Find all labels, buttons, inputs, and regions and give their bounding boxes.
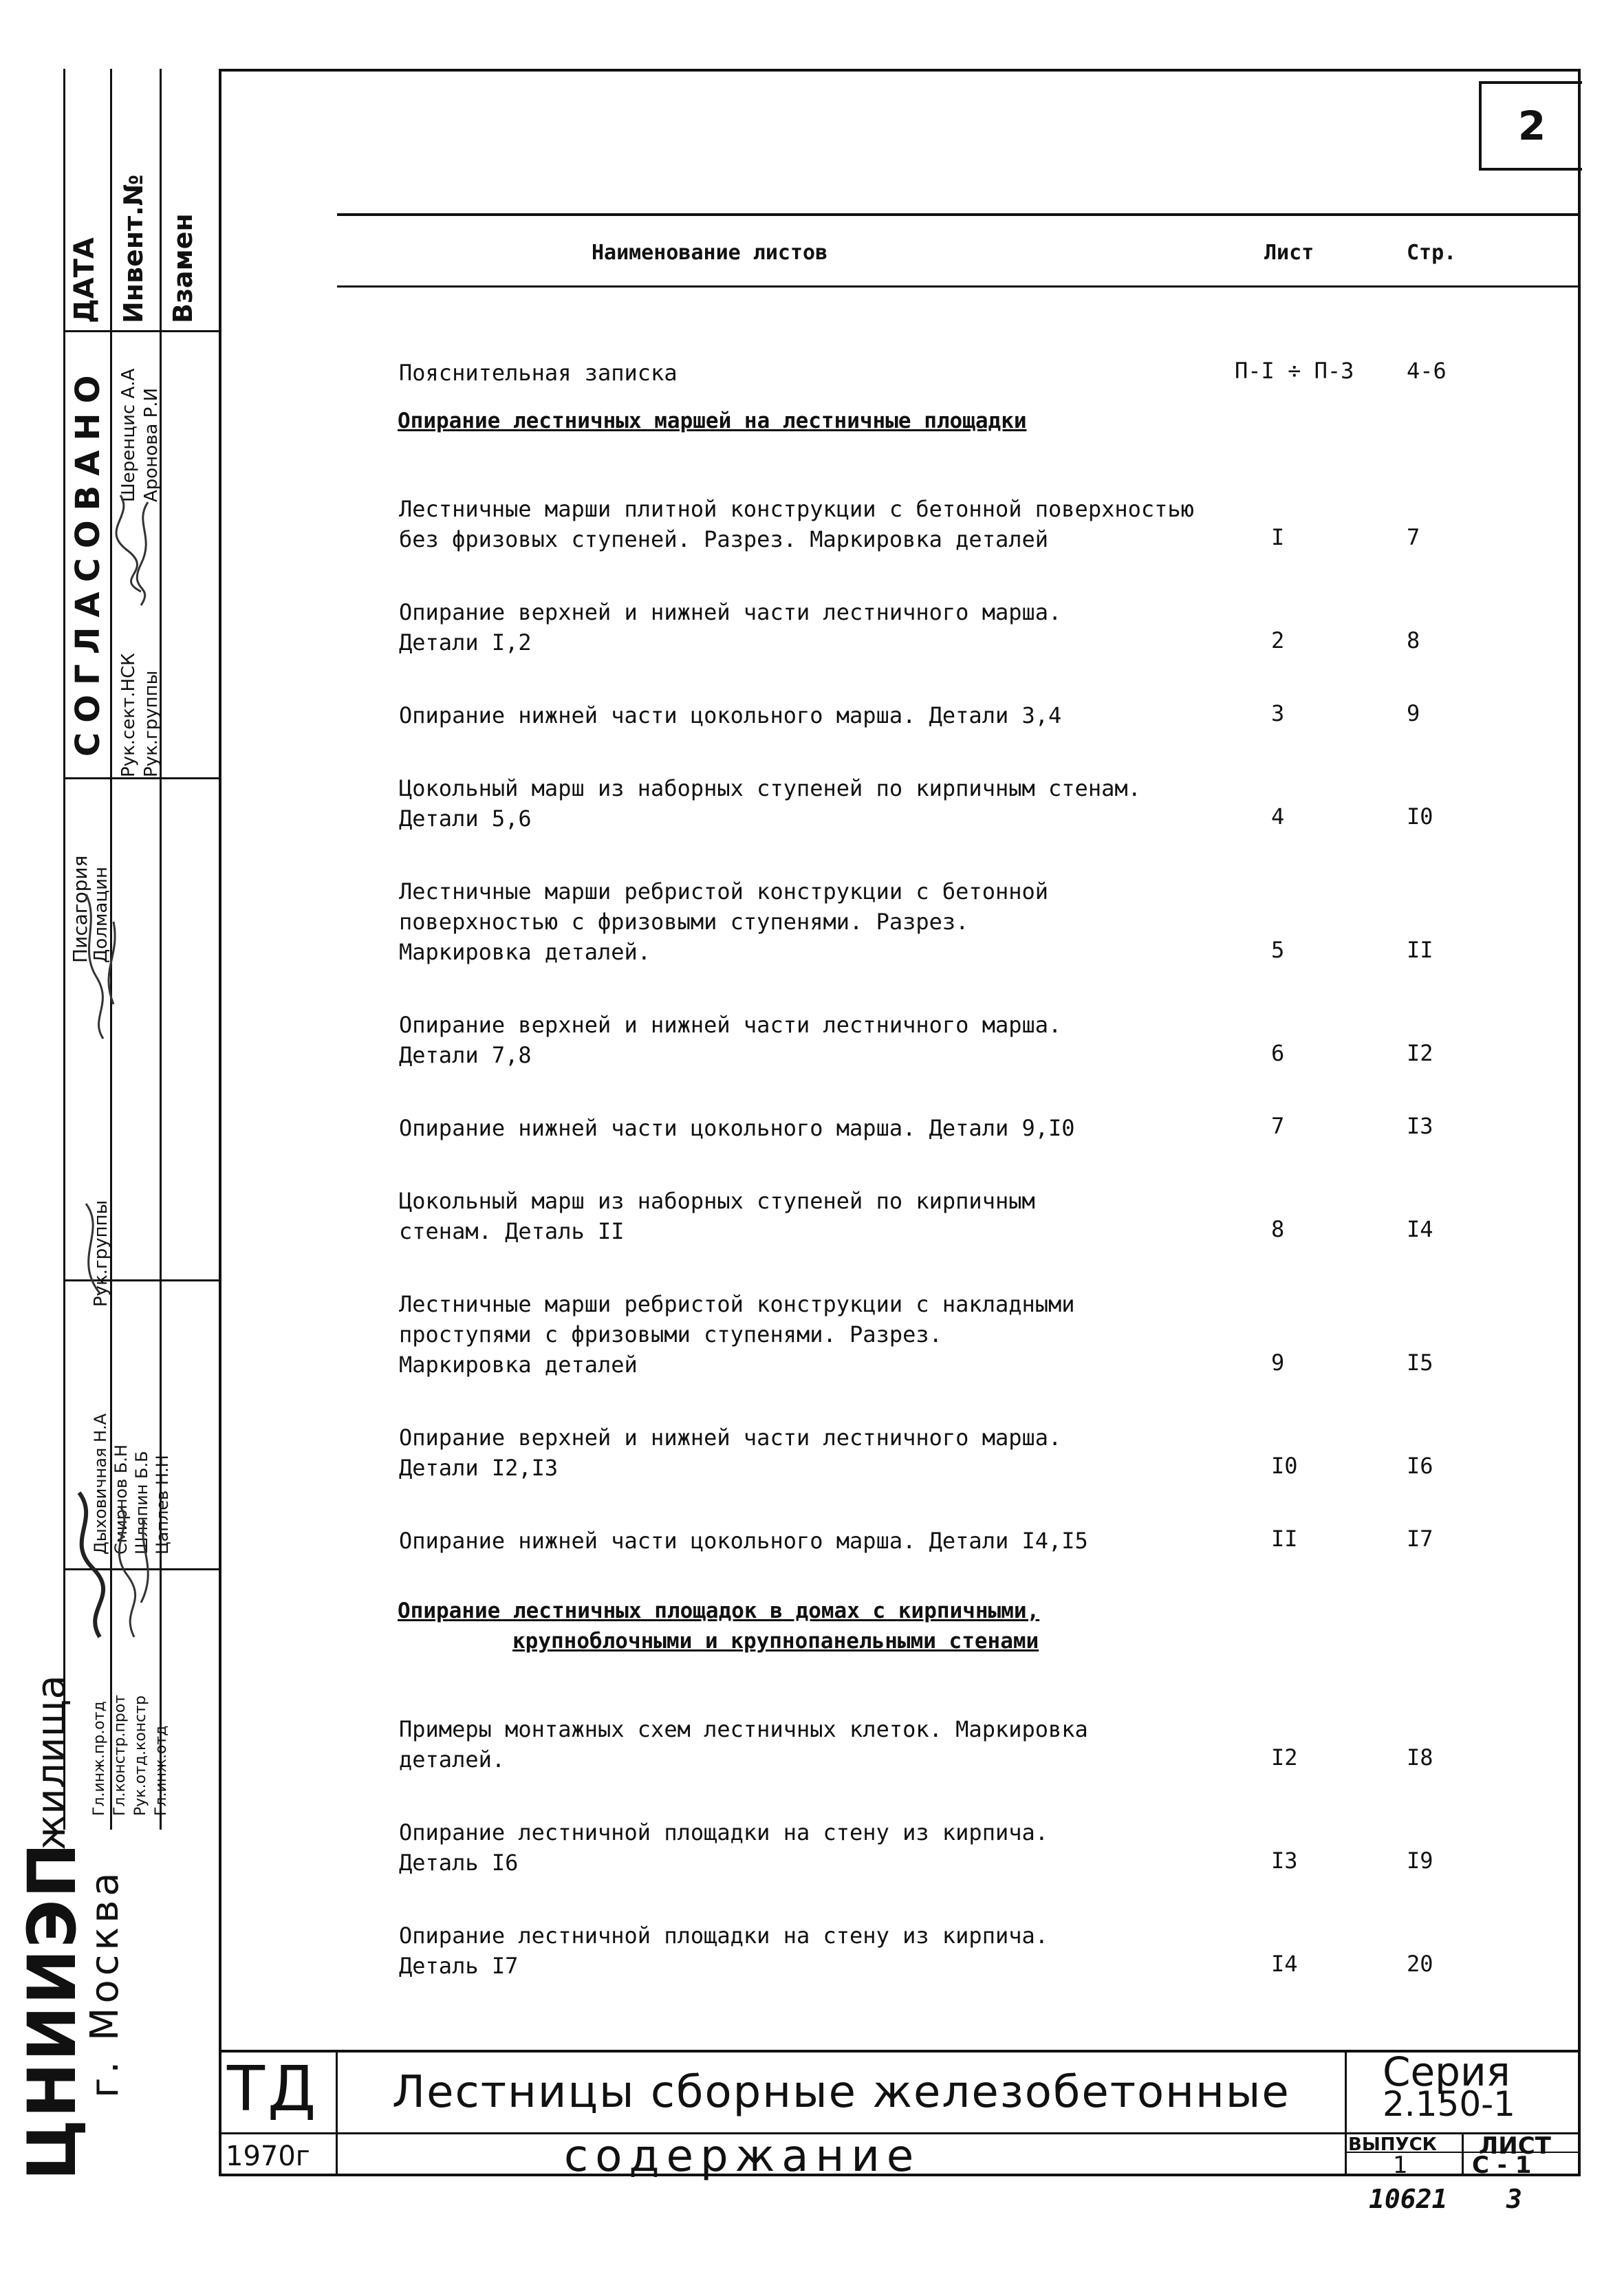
column-header-page: Стр. (1407, 241, 1457, 265)
toc-entry-text: Опирание лестничной площадки на стену из кирпича. (399, 1923, 1049, 1949)
approver-2: Аронова Р.И (141, 387, 162, 502)
toc-entry-text: Опирание нижней части цокольного марша. Детали 3,4 (399, 702, 1062, 728)
issue-label: ВЫПУСК (1348, 2134, 1437, 2155)
replace-label: Взамен (168, 213, 198, 323)
toc-sheet-number: I (1271, 524, 1285, 550)
toc-page-number: 7 (1407, 524, 1420, 550)
author-role-4: Гл.инж.отд (153, 1725, 170, 1816)
toc-sheet-number: I0 (1271, 1453, 1298, 1479)
toc-page-number: I5 (1407, 1350, 1433, 1376)
toc-page-number: I7 (1407, 1526, 1433, 1552)
toc-entry-text: Деталь I6 (399, 1850, 519, 1876)
author-role-2: Гл.констр.прот (111, 1694, 129, 1816)
toc-entry-text: Маркировка деталей. (399, 939, 651, 965)
org-city: г. Москва (83, 1868, 127, 2098)
author-role-3: Рук.отд.констр (132, 1695, 149, 1816)
strip-row-line-1 (63, 330, 220, 332)
page-number: 2 (1479, 81, 1582, 171)
titleblock-col-2 (1345, 2050, 1347, 2176)
titleblock-top-rule (219, 2050, 1581, 2053)
toc-page-number: I2 (1407, 1040, 1433, 1066)
column-header-sheet: Лист (1264, 241, 1314, 265)
toc-entry (399, 1010, 1061, 1070)
header-top-rule (337, 213, 1581, 216)
author-4: Цаплев Н.Н (153, 1455, 172, 1555)
toc-entry-text: Маркировка деталей (399, 1352, 638, 1378)
toc-page-number: I4 (1407, 1216, 1433, 1242)
signatures-image-2 (65, 1479, 162, 1706)
toc-entry-text: Деталь I7 (399, 1953, 519, 1979)
toc-entry (399, 1714, 1088, 1775)
toc-entry (399, 358, 678, 388)
toc-entry (399, 494, 1194, 554)
approver-role-1: Рук.сект.НСК (118, 653, 139, 777)
toc-entry (399, 1186, 1035, 1246)
doc-subtitle: содержание (564, 2131, 921, 2182)
toc-entry-text: стенам. Деталь II (399, 1218, 625, 1244)
author-3: Шляпин Б.Б (132, 1451, 151, 1555)
toc-entry (399, 597, 1061, 658)
toc-entry (399, 1920, 1048, 1981)
toc-sheet-number: П-I ÷ П-3 (1235, 358, 1354, 384)
toc-entry-text: Опирание верхней и нижней части лестничного марша. (399, 1012, 1062, 1038)
toc-entry (399, 1113, 1075, 1143)
toc-entry-text: Опирание нижней части цокольного марша. Детали I4,I5 (399, 1528, 1088, 1554)
toc-entry-text: Опирание нижней части цокольного марша. Детали 9,I0 (399, 1115, 1075, 1141)
toc-sheet-number: I4 (1271, 1951, 1298, 1977)
approver-role-3: Рук.группы (91, 1200, 111, 1307)
toc-entry-text: Пояснительная записка (399, 360, 678, 386)
section-heading: Опирание лестничных площадок в домах с кирпичными, (398, 1599, 1040, 1623)
toc-page-number: 8 (1407, 627, 1420, 653)
stamp-number: 10621 (1369, 2184, 1448, 2214)
toc-page-number: I0 (1407, 803, 1433, 830)
toc-sheet-number: 8 (1271, 1216, 1285, 1242)
toc-sheet-number: 6 (1271, 1040, 1285, 1066)
toc-entry-text: Примеры монтажных схем лестничных клеток. Маркировка (399, 1716, 1088, 1742)
strip-border (219, 69, 221, 2176)
toc-entry-text: Лестничные марши ребристой конструкции с накладными (399, 1291, 1075, 1317)
toc-entry-text: Опирание верхней и нижней части лестничного марша. (399, 1425, 1062, 1451)
date-label: ДАТА (69, 237, 100, 323)
toc-entry-text: Цокольный марш из наборных ступеней по кирпичным стенам. (399, 775, 1141, 801)
toc-sheet-number: I3 (1271, 1848, 1298, 1874)
toc-sheet-number: 3 (1271, 700, 1285, 726)
toc-sheet-number: 5 (1271, 937, 1285, 963)
org-subname: жилища (28, 1675, 74, 1850)
toc-sheet-number: 2 (1271, 627, 1285, 653)
signatures-image (65, 481, 162, 1376)
toc-entry (399, 1526, 1088, 1556)
toc-sheet-number: I2 (1271, 1744, 1298, 1771)
toc-entry (399, 1422, 1061, 1483)
toc-entry (399, 1289, 1075, 1380)
issue-value: 1 (1393, 2152, 1408, 2179)
approver-1: Шеренцис А.А (118, 368, 139, 502)
doc-year: 1970г (226, 2141, 310, 2172)
toc-entry-text: Цокольный марш из наборных ступеней по кирпичным (399, 1188, 1035, 1214)
toc-entry-text: деталей. (399, 1746, 506, 1773)
sheet-label: ЛИСТ (1479, 2132, 1551, 2160)
toc-sheet-number: 4 (1271, 803, 1285, 830)
toc-entry (399, 700, 1061, 730)
titleblock-col-3 (1462, 2132, 1464, 2176)
toc-entry-text: без фризовых ступеней. Разрез. Маркировка деталей (399, 526, 1049, 552)
stamp-page: 3 (1506, 2184, 1522, 2214)
toc-entry-text: поверхностью с фризовыми ступенями. Разрез. (399, 909, 969, 935)
toc-entry-text: Детали I,2 (399, 629, 532, 656)
toc-entry-text: Детали I2,I3 (399, 1455, 559, 1481)
inventory-label: Инвент.№ (118, 174, 149, 323)
toc-entry-text: Опирание верхней и нижней части лестничного марша. (399, 599, 1062, 625)
header-bottom-rule (337, 285, 1581, 288)
toc-page-number: 20 (1407, 1951, 1433, 1977)
toc-page-number: I3 (1407, 1113, 1433, 1139)
toc-page-number: II (1407, 937, 1433, 963)
approver-3: Писагория (69, 855, 91, 963)
section-heading: крупноблочными и крупнопанельными стенами (512, 1629, 1039, 1654)
toc-page-number: I9 (1407, 1848, 1433, 1874)
column-header-name: Наименование листов (592, 241, 828, 265)
toc-entry-text: Опирание лестничной площадки на стену из кирпича. (399, 1819, 1049, 1845)
sheet-value: С - 1 (1472, 2152, 1532, 2179)
author-role-1: Гл.инж.пр.отд (91, 1701, 108, 1816)
toc-entry-text: проступями с фризовыми ступенями. Разрез. (399, 1321, 942, 1347)
org-name: ЦНИИЭП (14, 1841, 91, 2180)
toc-page-number: 9 (1407, 700, 1420, 726)
toc-entry (399, 773, 1141, 834)
titleblock-col-1 (336, 2050, 338, 2176)
toc-entry-text: Детали 5,6 (399, 805, 532, 832)
approver-4: Долмацин (91, 867, 111, 963)
toc-sheet-number: II (1271, 1526, 1298, 1552)
author-2: Смирнов Б.Н (111, 1444, 131, 1555)
doc-code: ТД (227, 2053, 319, 2125)
doc-title: Лестницы сборные железобетонные (392, 2067, 1290, 2118)
approver-role-2: Рук.группы (141, 670, 162, 777)
agreed-label: СОГЛАСОВАНО (69, 365, 107, 757)
series-label: Серия (1383, 2048, 1511, 2095)
series-value: 2.150-1 (1383, 2084, 1515, 2124)
toc-entry-text: Детали 7,8 (399, 1042, 532, 1068)
toc-page-number: 4-6 (1407, 358, 1447, 384)
toc-entry-text: Лестничные марши ребристой конструкции с бетонной (399, 878, 1049, 905)
section-heading: Опирание лестничных маршей на лестничные площадки (398, 409, 1027, 433)
toc-page-number: I8 (1407, 1744, 1433, 1771)
toc-entry (399, 876, 1048, 967)
toc-page-number: I6 (1407, 1453, 1433, 1479)
toc-entry-text: Лестничные марши плитной конструкции с бетонной поверхностью (399, 496, 1194, 522)
toc-entry (399, 1817, 1048, 1878)
author-1: Дыховичная Н.А (91, 1413, 110, 1555)
toc-sheet-number: 7 (1271, 1113, 1285, 1139)
toc-sheet-number: 9 (1271, 1350, 1285, 1376)
